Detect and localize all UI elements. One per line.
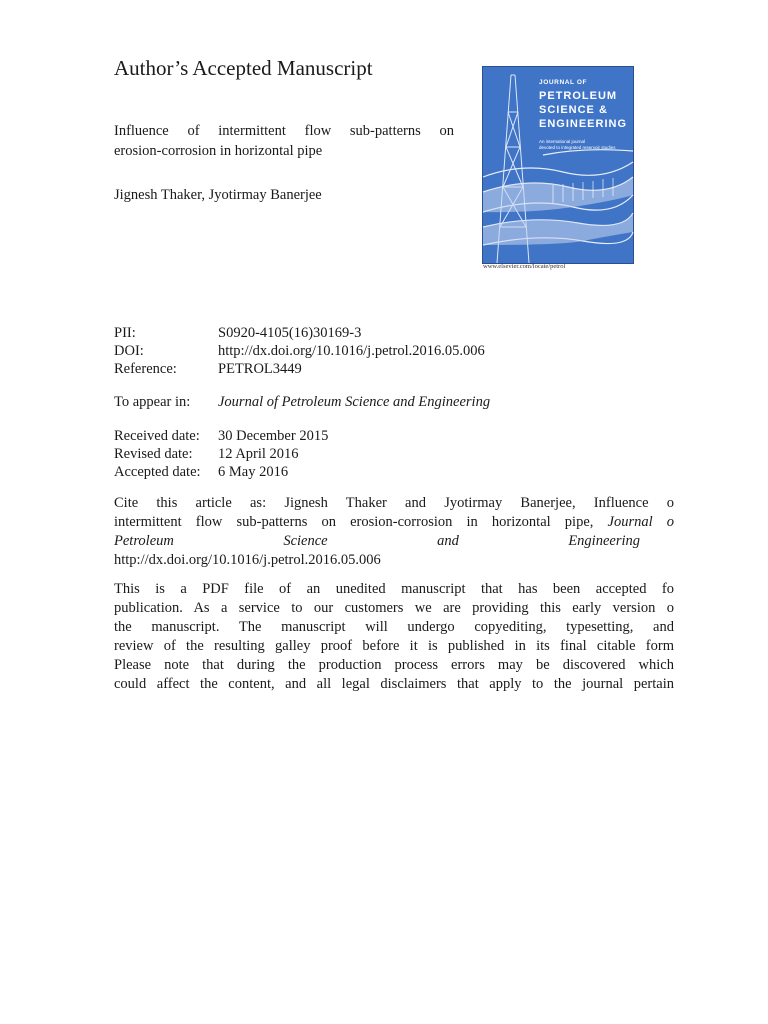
article-title-line-2: erosion-corrosion in horizontal pipe — [114, 143, 323, 159]
identifier-label: Reference: — [114, 361, 177, 377]
article-title-line-1: Influence of intermittent flow sub-patterns on — [114, 123, 454, 139]
journal-name: Journal of Petroleum Science and Engineering — [218, 394, 491, 410]
citation-line: intermittent flow sub-patterns on erosion-corrosion in horizontal pipe, Journal o — [114, 514, 674, 530]
cover-title-line: SCIENCE & — [539, 104, 608, 116]
disclaimer-line: Please note that during the production process errors may be discovered which — [114, 657, 674, 673]
date-label: Received date: — [114, 428, 200, 444]
identifier-label: DOI: — [114, 343, 144, 359]
article-authors: Jignesh Thaker, Jyotirmay Banerjee — [114, 187, 322, 203]
disclaimer-line: could affect the content, and all legal disclaimers that apply to the journal pertain — [114, 676, 674, 692]
identifier-row — [114, 324, 485, 342]
cover-subtitle — [539, 139, 631, 150]
manuscript-heading: Author’s Accepted Manuscript — [114, 56, 373, 80]
journal-cover-image — [482, 66, 634, 264]
pii-value: S0920-4105(16)30169-3 — [218, 325, 362, 341]
citation-doi-line: http://dx.doi.org/10.1016/j.petrol.2016.05.006 — [114, 552, 381, 568]
date-row — [114, 427, 328, 445]
identifier-block — [114, 324, 485, 378]
cover-journal-of: JOURNAL OF — [539, 79, 588, 86]
to-appear-label: To appear in: — [114, 394, 191, 410]
to-appear-row — [114, 393, 490, 411]
revised-date: 12 April 2016 — [218, 446, 299, 462]
identifier-row — [114, 342, 485, 360]
journal-url: www.elsevier.com/locate/petrol — [483, 263, 566, 270]
disclaimer-line: publication. As a service to our customers we are providing this early version o — [114, 600, 674, 616]
article-title — [114, 121, 454, 161]
date-label: Accepted date: — [114, 464, 201, 480]
date-row — [114, 463, 328, 481]
cover-journal-title — [539, 89, 631, 131]
cover-subtitle-line: An international journal — [539, 139, 586, 144]
disclaimer-line: the manuscript. The manuscript will undergo copyediting, typesetting, and — [114, 619, 674, 635]
citation-journal-fragment: Journal o — [607, 514, 674, 530]
reference-value: PETROL3449 — [218, 361, 302, 377]
disclaimer-paragraph — [114, 580, 674, 694]
identifier-label: PII: — [114, 325, 136, 341]
disclaimer-line: review of the resulting galley proof before it is published in its final citable form — [114, 638, 674, 654]
citation-paragraph — [114, 494, 674, 570]
accepted-date: 6 May 2016 — [218, 464, 289, 480]
dates-block — [114, 427, 328, 481]
cover-title-line: PETROLEUM — [539, 90, 618, 102]
citation-line: Petroleum Science and Engineering — [114, 533, 640, 549]
received-date: 30 December 2015 — [218, 428, 329, 444]
identifier-row — [114, 360, 485, 378]
doi-value: http://dx.doi.org/10.1016/j.petrol.2016.05.006 — [218, 343, 485, 359]
cover-subtitle-line: devoted to integrated reservoir studies — [539, 144, 616, 150]
citation-line: Cite this article as: Jignesh Thaker and Jyotirmay Banerjee, Influence o — [114, 495, 674, 511]
disclaimer-line: This is a PDF file of an unedited manuscript that has been accepted fo — [114, 581, 674, 597]
cover-title-line: ENGINEERING — [539, 118, 628, 130]
date-row — [114, 445, 328, 463]
date-label: Revised date: — [114, 446, 193, 462]
